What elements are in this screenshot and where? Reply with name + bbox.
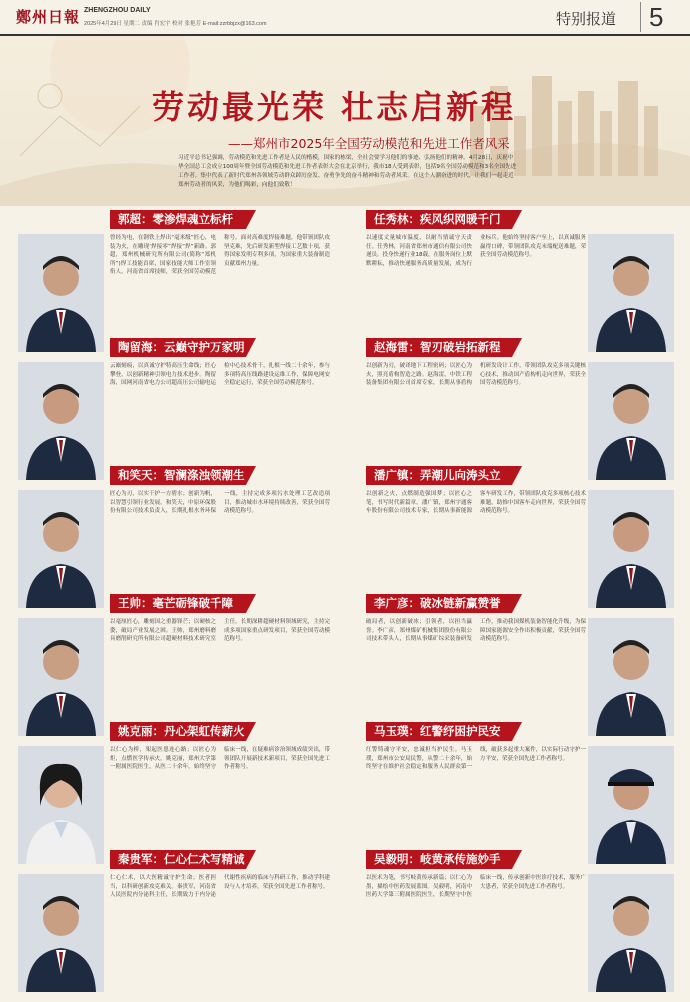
profile-title: 陶留海：云巅守护万家明 — [110, 338, 246, 357]
portrait-photo — [18, 874, 104, 992]
portrait-icon — [588, 490, 674, 608]
profile-title: 潘广镇：弄潮儿向涛头立 — [366, 466, 512, 485]
profile-title: 吴毅明：岐黄承传施妙手 — [366, 850, 512, 869]
portrait-photo — [18, 618, 104, 736]
page-number: 5 — [640, 2, 663, 32]
subheadline: ——郑州市2025年全国劳动模范和先进工作者风采 — [228, 136, 510, 151]
newspaper-name-en: ZHENGZHOU DAILY — [84, 7, 151, 14]
profile-text: 以医术为笔，书写岐黄传承新篇；以仁心为墨，描绘中医药发展蓝图。吴毅明，河南中医药大学第三附属医院医生，长期坚守中医临床一线，传承创新中医诊疗技术，服务广大患者，荣获全国先进工作者称号。 — [366, 875, 586, 899]
portrait-photo — [588, 362, 674, 480]
newspaper-logo: 鄭州日報 — [16, 8, 81, 26]
profile-text: 以毫厘匠心，雕刻国之重器锋芒；以硬核之姿，破局产业发展之困。王帅，郑州磨料磨具磨削研究所有限公司超硬材料技术研究室主任，长期深耕超硬材料领域研究，主持完成多项国家重点研发项目，荣获全国劳动模范称号。 — [110, 619, 330, 643]
issue-info: 2025年4月29日 星期二 责编 肖宏宇 校对 张艳芳 E-mail:zzrbbjzx@163.com — [84, 21, 267, 27]
profile-text: 破局者，以创新破冰；引领者，以担当赢誉。李广彦，郑州煤矿机械集团股份有限公司技术带头人，长期从事煤矿综采装备研发工作，推动我国煤机装备智能化升级，为保障国家能源安全作出积极贡献，荣获全国劳动模范称号。 — [366, 619, 586, 643]
profile-title: 李广彦：破冰链新赢赞誉 — [366, 594, 512, 613]
profile-text: 仁心仁术，以大医精诚守护生命；医者担当，以科研创新攻克难关。秦贵军，河南省人民医院内分泌科主任，长期致力于内分泌代谢性疾病的临床与科研工作，推动学科建设与人才培养，荣获全国先进工作者称号。 — [110, 875, 330, 899]
portrait-icon — [588, 362, 674, 480]
portrait-icon — [588, 234, 674, 352]
portrait-icon — [18, 362, 104, 480]
profile-text: 曾经为电，在钢铁上焊出“毫米级”匠心，电装为火，在雕现‘焊接零”焊接“焊”新路。郭超，郑州机械研究所有限公司(简称“郑机所”)焊工技能首席，国家技能大师工作室领衔人，河南省首席技师，荣获全国劳动模范称号。面对高难度焊接难题，他带领团队攻坚克难，先后研发新型焊接工艺数十项，获得国家发明专利多项，为国家重大装备制造贡献郑州力量。 — [110, 235, 330, 276]
profile-text: 以创新为刃，破译地下工程密码；以匠心为火，照亮盾构智造之路。赵海雷，中铁工程装备集团有限公司首席专家，长期从事盾构机研发设计工作，带领团队攻克多项关键核心技术，推动国产盾构机走向世界，荣获全国劳动模范称号。 — [366, 363, 586, 387]
portrait-icon — [18, 746, 104, 864]
portrait-photo — [18, 234, 104, 352]
portrait-icon — [18, 490, 104, 608]
portrait-icon — [588, 618, 674, 736]
intro-paragraph: 习近平总书记强调，劳动模范和先进工作者是人民的楷模，国家的栋梁，全社会要学习他们的事迹、弘扬他们的精神。4月28日，庆祝中华全国总工会成立100周年暨全国劳动模范和先进工作者表彰大会在北京举行，我市18人受到表彰，包括9名全国劳动模范和3名全国先进工作者。集中代表了新时代郑州各领域劳动群众踔厉奋发、奋勇争先的奋斗精神和劳动者风采。在这个人潮奋进的时代，让我们一起走近郑州劳动者的风采，为他们喝彩，向他们致敬！ — [178, 155, 517, 188]
profile-title: 秦贵军：仁心仁术写精诚 — [110, 850, 246, 869]
portrait-photo — [588, 234, 674, 352]
masthead — [0, 0, 690, 36]
portrait-icon — [18, 234, 104, 352]
portrait-icon — [18, 618, 104, 736]
profile-card — [10, 850, 336, 1002]
profile-text: 以仁心为桥，架起医患连心路；以匠心为炬，点燃医学传承火。姚克丽，郑州大学第一附属医院医生，从医二十余年，始终坚守临床一线，在疑难病诊治领域成绩突出，带领团队开展新技术新项目，荣获全国先进工作者称号。 — [110, 747, 330, 771]
portrait-photo — [588, 746, 674, 864]
portrait-photo — [18, 490, 104, 608]
profile-card — [366, 850, 690, 1002]
portrait-icon — [588, 874, 674, 992]
profile-title: 马玉璞：红警纾困护民安 — [366, 722, 512, 741]
profile-title: 和笑天：智澜涤浊领潮生 — [110, 466, 246, 485]
profile-title: 任秀林：疾风织网暖千门 — [366, 210, 512, 229]
profile-title: 王帅：毫芒砺锋破千障 — [110, 594, 246, 613]
profile-title: 郭超：零渗焊魂立标杆 — [110, 210, 246, 229]
section-title: 特别报道 — [556, 10, 617, 28]
portrait-photo — [18, 362, 104, 480]
profile-text: 以创新之火，点燃制造强国梦；以匠心之笔，书写时代新篇章。潘广镇，郑州宇通客车股份有限公司技术专家，长期从事新能源客车研发工作，带领团队攻克多项核心技术难题，助推中国客车走向世界，荣获全国劳动模范称号。 — [366, 491, 586, 515]
portrait-icon — [588, 746, 674, 864]
profile-text: 红警铸魂守平安，忠诚担当护民生。马玉璞，郑州市公安局民警，从警二十余年，始终坚守在维护社会稳定和服务人民群众第一线，破获多起重大案件，以实际行动守护一方平安，荣获全国先进工作者称号。 — [366, 747, 586, 771]
portrait-photo — [588, 490, 674, 608]
portrait-icon — [18, 874, 104, 992]
portrait-photo — [18, 746, 104, 864]
portrait-photo — [588, 618, 674, 736]
profile-text: 云巅刻痕，以真诚守护特高压生命线；匠心攀登，以创新精神引领电力技术进步。陶留海，国网河南省电力公司超高压公司输电运检中心技术骨干，扎根一线二十余年，参与多项特高压线路建设运维工作，保障电网安全稳定运行，荣获全国劳动模范称号。 — [110, 363, 330, 387]
profile-title: 赵海雷：智刃破岩拓新程 — [366, 338, 512, 357]
profile-title: 姚克丽：丹心架虹传薪火 — [110, 722, 246, 741]
portrait-photo — [588, 874, 674, 992]
profile-text: 匠心为刃，以实干护一方碧水；创新为帆，以智慧引领行业发展。和笑天，中原环保股份有限公司技术负责人，长期扎根水务环保一线，主持完成多项污水处理工艺改造项目，推动城市水环境持续改善，荣获全国劳动模范称号。 — [110, 491, 330, 515]
profile-text: 以速度丈量城市温度，以耐当情诚守天责任。任秀林，河南省郑州市通信有限公司快递员。投身快递行业18载，在服务岗位上默默耕耘，推动快递服务高质量发展，成为行业标兵。他始终坚持客户至上，以真诚服务赢得口碑，带领团队攻克末端配送难题，荣获全国劳动模范称号。 — [366, 235, 586, 267]
headline: 劳动最光荣 壮志启新程 — [152, 88, 517, 126]
